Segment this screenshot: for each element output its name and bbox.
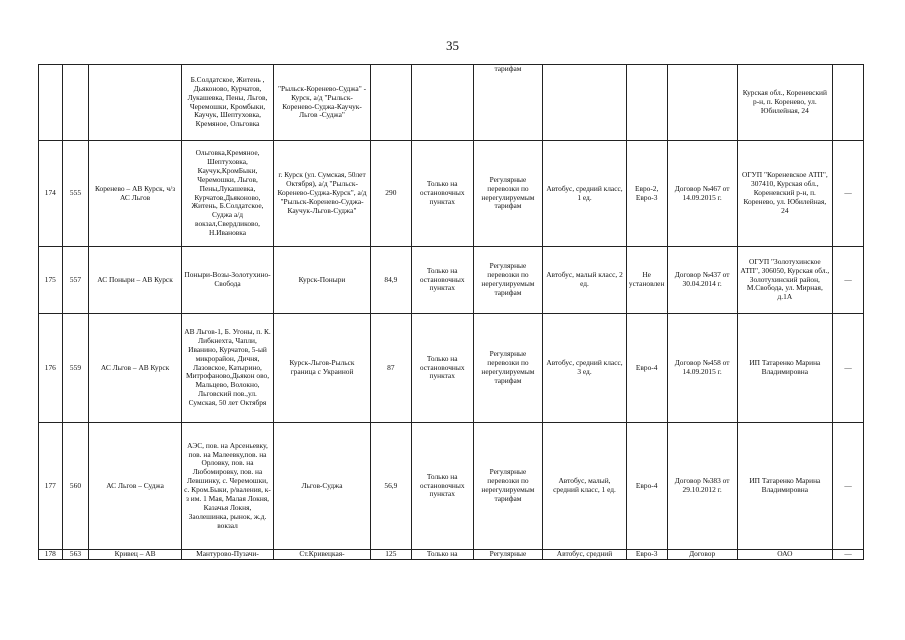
table-row (39, 423, 864, 550)
cell-extra: — (833, 247, 864, 314)
cell-vehicle: Автобус, средний (543, 550, 626, 560)
cell-route-name: Кривец – АВ (89, 550, 181, 560)
cell-vehicle (543, 65, 626, 141)
cell-number: 175 (39, 247, 63, 314)
cell-vehicle: Автобус, малый, средний класс, 1 ед. (543, 423, 626, 550)
cell-route-name: АС Льгов – Суджа (89, 423, 181, 550)
cell-stop-mode (411, 65, 473, 141)
cell-reg-number: 555 (62, 141, 89, 247)
cell-number: 174 (39, 141, 63, 247)
cell-carrier: ИП Татаренко Марина Владимировна (737, 314, 833, 423)
cell-contract: Договор (667, 550, 737, 560)
cell-stops: Поныри-Возы-Золотухино-Свобода (181, 247, 273, 314)
cell-tariff: Регулярные перевозки по нерегулируемым тарифам (473, 423, 543, 550)
cell-streets: Курск-Поныри (274, 247, 371, 314)
table-row (39, 314, 864, 423)
cell-reg-number: 560 (62, 423, 89, 550)
cell-carrier: ОАО (737, 550, 833, 560)
cell-vehicle: Автобус, средний класс, 1 ед. (543, 141, 626, 247)
cell-eco-class: Евро-2, Евро-3 (626, 141, 667, 247)
cell-tariff: Регулярные перевозки по нерегулируемым тарифам (473, 314, 543, 423)
cell-tariff: тарифам (473, 65, 543, 141)
table-row (39, 247, 864, 314)
cell-route-name: АС Льгов – АВ Курск (89, 314, 181, 423)
cell-tariff: Регулярные (473, 550, 543, 560)
cell-distance (370, 65, 411, 141)
page-number: 35 (446, 38, 459, 53)
cell-stop-mode: Только на остановочных пунктах (411, 423, 473, 550)
cell-streets: Ст.Кривецкая- (274, 550, 371, 560)
cell-streets: г. Курск (ул. Сумская, 50лет Октября), а/д "Рыльск-Коренево-Суджа-Курск", а/д "Рыльск-Коренево-Суджа-Каучук-Льгов-Суджа" (274, 141, 371, 247)
cell-distance: 125 (370, 550, 411, 560)
cell-eco-class: Евро-4 (626, 423, 667, 550)
cell-carrier: ИП Татаренко Марина Владимировна (737, 423, 833, 550)
cell-route-name: АС Поныри – АВ Курск (89, 247, 181, 314)
cell-stops: АВ Льгов-1, Б. Угоны, п. К. Либкнехта, Чапли, Иванино, Курчатов, 5-ый микрорайон, Дичня, Лазовское, Катырино, Митрофаново,Дьякон ово, Мальцево, Волокно, Льговский пов.,ул. Сумская, 50 лет Октября (181, 314, 273, 423)
cell-tariff: Регулярные перевозки по нерегулируемым тарифам (473, 141, 543, 247)
cell-stops: Мантурово-Пузачи- (181, 550, 273, 560)
cell-distance: 56,9 (370, 423, 411, 550)
cell-reg-number (62, 65, 89, 141)
cell-contract: Договор №383 от 29.10.2012 г. (667, 423, 737, 550)
table-row (39, 141, 864, 247)
cell-number: 176 (39, 314, 63, 423)
cell-extra: — (833, 550, 864, 560)
cell-number (39, 65, 63, 141)
cell-stop-mode: Только на остановочных пунктах (411, 141, 473, 247)
cell-contract: Договор №458 от 14.09.2015 г. (667, 314, 737, 423)
cell-distance: 84,9 (370, 247, 411, 314)
cell-eco-class: Не установлен (626, 247, 667, 314)
table-row (39, 550, 864, 560)
cell-route-name: Коренево – АВ Курск, ч/з АС Льгов (89, 141, 181, 247)
routes-table (38, 64, 864, 560)
cell-tariff: Регулярные перевозки по нерегулируемым тарифам (473, 247, 543, 314)
cell-distance: 87 (370, 314, 411, 423)
cell-extra: — (833, 314, 864, 423)
cell-streets: "Рыльск-Кореневo-Суджа" - Курск, а/д "Рыльск-Кореневo-Суджа-Каучук-Льгов -Суджа" (274, 65, 371, 141)
cell-streets: Курск-Льгов-Рыльск граница с Украиной (274, 314, 371, 423)
cell-number: 177 (39, 423, 63, 550)
cell-vehicle: Автобус, малый класс, 2 ед. (543, 247, 626, 314)
table-row (39, 65, 864, 141)
cell-streets: Льгов-Суджа (274, 423, 371, 550)
cell-carrier: ОГУП "Кореневское АТП", 307410, Курская обл., Кореневский р-н, п. Коренево, ул. Юбилейная, 24 (737, 141, 833, 247)
cell-vehicle: Автобус, средний класс, 3 ед. (543, 314, 626, 423)
cell-extra: — (833, 423, 864, 550)
cell-eco-class: Евро-4 (626, 314, 667, 423)
cell-eco-class (626, 65, 667, 141)
cell-stops: АЭС, пов. на Арсеньевку, пов. на Малеевку,пов. на Орловку, пов. на Любомировку, пов. на Левшинку, с. Черемошки, с. Кром.Быки, р/валения, к-з им. 1 Мая, Малая Локня, Казачья Локня, Заолешинка, рынок, ж.д. вокзал (181, 423, 273, 550)
cell-extra (833, 65, 864, 141)
cell-stop-mode: Только на остановочных пунктах (411, 314, 473, 423)
cell-carrier: Курская обл., Кореневский р-н, п. Коренево, ул. Юбилейная, 24 (737, 65, 833, 141)
cell-reg-number: 563 (62, 550, 89, 560)
cell-reg-number: 557 (62, 247, 89, 314)
cell-stop-mode: Только на (411, 550, 473, 560)
cell-contract: Договор №467 от 14.09.2015 г. (667, 141, 737, 247)
cell-number: 178 (39, 550, 63, 560)
cell-route-name (89, 65, 181, 141)
cell-distance: 290 (370, 141, 411, 247)
cell-reg-number: 559 (62, 314, 89, 423)
cell-eco-class: Евро-3 (626, 550, 667, 560)
cell-extra: — (833, 141, 864, 247)
cell-carrier: ОГУП "Золотухинское АТП", 306050, Курская обл., Золотухинский район, М.Свобода, ул. Мирная, д.1А (737, 247, 833, 314)
cell-stops: Б.Солдатское, Житень , Дьяконово, Курчатов, Лукашевка, Пены, Льгов, Черемошки, Кромбыки, Каучук, Шептуховка, Кремяное, Ольговка (181, 65, 273, 141)
cell-stops: Ольговка,Кремяное, Шептуховка, Каучук,КромБыки, Черемошки, Льгов, Пены,Лукашевка, Курчатов,Дьяконово, Житень, Б.Солдатское, Суджа а/д вокзал,Свердликово, Н.Ивановка (181, 141, 273, 247)
cell-stop-mode: Только на остановочных пунктах (411, 247, 473, 314)
cell-contract (667, 65, 737, 141)
cell-contract: Договор №437 от 30.04.2014 г. (667, 247, 737, 314)
